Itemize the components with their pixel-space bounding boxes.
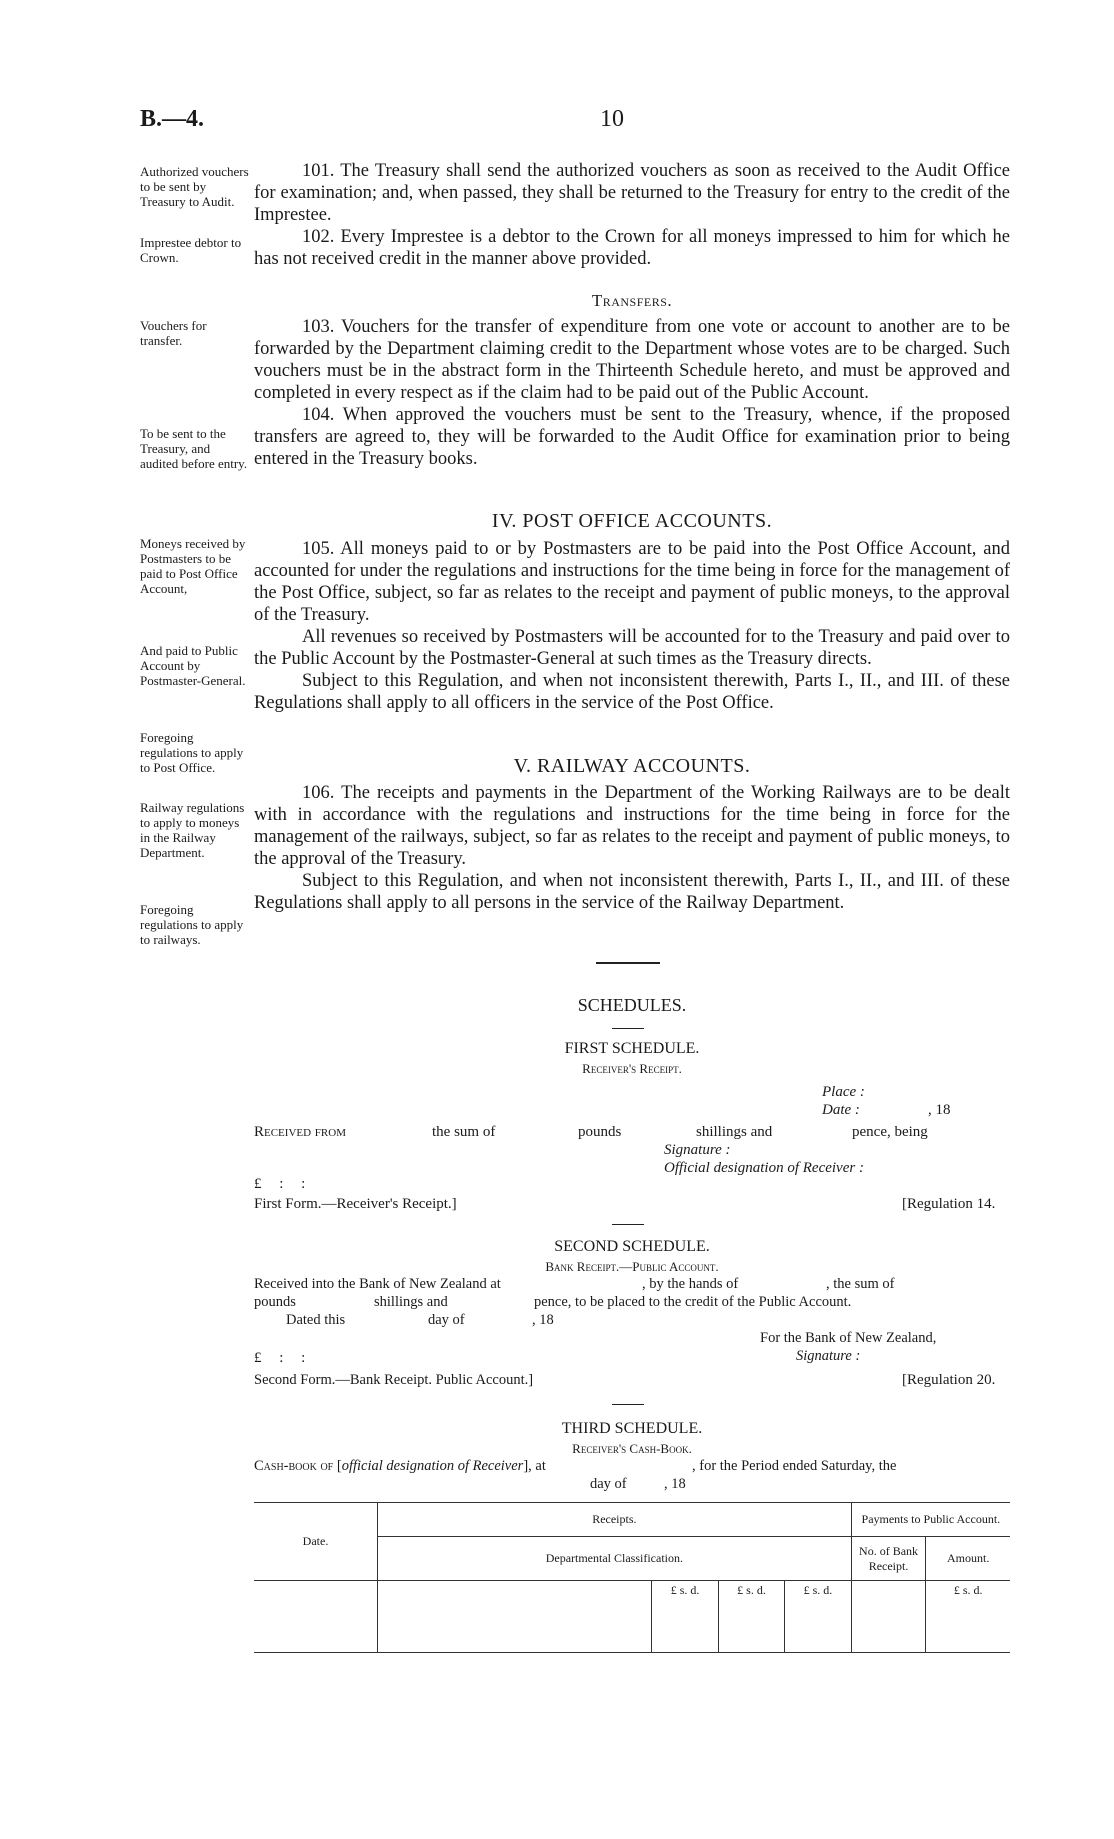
payments-header: Payments to Public Account. xyxy=(851,1503,1010,1537)
pence-label: pence, being xyxy=(852,1124,928,1140)
divider-rule xyxy=(612,1224,644,1225)
receipts-header: Receipts. xyxy=(378,1503,852,1537)
date-label: Date : xyxy=(822,1102,860,1118)
divider-rule xyxy=(612,1028,644,1029)
main-text-block-1 xyxy=(254,160,1010,270)
paragraph-105c: Subject to this Regulation, and when not inconsistent therewith, Parts I., II., and III. of these Regulations shall apply to all officers in the service of the Post Office. xyxy=(254,671,1010,713)
received-from-label: Received from xyxy=(254,1124,346,1140)
period-label: , for the Period ended Saturday, the xyxy=(692,1458,897,1474)
schedules-title: SCHEDULES. xyxy=(577,995,687,1015)
post-office-heading: IV. POST OFFICE ACCOUNTS. xyxy=(491,510,773,532)
shillings-label-2: shillings and xyxy=(374,1294,448,1310)
year-label-3: , 18 xyxy=(664,1476,686,1492)
margin-note: Foregoing regulations to apply to Post Office. xyxy=(140,730,244,775)
margin-note: Vouchers for transfer. xyxy=(140,318,207,348)
cash-book-label: Cash-book of [ xyxy=(254,1458,342,1474)
day-of-label-3: day of xyxy=(590,1476,627,1492)
money-amount: £ : : xyxy=(254,1176,306,1192)
money-amount-2: £ : : xyxy=(254,1350,306,1366)
amount-lsd-cell: £ s. d. xyxy=(926,1581,1010,1653)
paragraph-105b: All revenues so received by Postmasters will be accounted for to the Treasury and paid over to the Public Account by the Postmaster-General at such times as the Treasury directs. xyxy=(254,627,1010,669)
page-number: 10 xyxy=(600,106,624,132)
bank-no-cell xyxy=(851,1581,926,1653)
third-schedule-subtitle: Receiver's Cash-Book. xyxy=(572,1441,692,1456)
margin-note: Moneys received by Postmasters to be paid to Post Office Account, xyxy=(140,536,246,596)
lsd-cell: £ s. d. xyxy=(652,1581,718,1653)
regulation-14: [Regulation 14. xyxy=(902,1196,996,1212)
classification-cell xyxy=(378,1581,652,1653)
second-schedule-subtitle: Bank Receipt.—Public Account. xyxy=(545,1259,719,1274)
sum-of-label-2: , the sum of xyxy=(826,1276,895,1292)
paragraph-103: 103. Vouchers for the transfer of expenditure from one vote or account to another are to be forwarded by the Department claiming credit to the Department whose votes are to be charged. Such vouchers must be in the abstract form in the Thirteenth Schedule hereto, and must be approved and completed in every respect as if the claim had to be paid out of the Public Account. xyxy=(254,317,1010,403)
main-text-block-2 xyxy=(254,316,1010,470)
official-designation-text: official designation of Receiver xyxy=(341,1458,524,1474)
place-label: Place : xyxy=(822,1084,865,1100)
third-schedule-title: THIRD SCHEDULE. xyxy=(561,1420,703,1437)
bank-signature-label: Signature : xyxy=(796,1348,861,1364)
paragraph-106: 106. The receipts and payments in the Department of the Working Railways are to be dealt with in accordance with the regulations and instructions for the time being in force for the management of the railways, subject, so far as relates to the receipt and payment of public moneys, to the approval of the Treasury. xyxy=(254,783,1010,869)
railway-heading: V. RAILWAY ACCOUNTS. xyxy=(513,755,751,777)
by-hands-of: , by the hands of xyxy=(642,1276,739,1292)
date-header: Date. xyxy=(254,1503,378,1581)
main-text-block-4 xyxy=(254,782,1010,914)
divider-rule xyxy=(596,962,660,964)
margin-note: Imprestee debtor to Crown. xyxy=(140,235,242,265)
series-label: B.—4. xyxy=(140,106,205,132)
margin-note: To be sent to the Treasury, and audited before entry. xyxy=(140,426,248,471)
margin-note: Railway regulations to apply to moneys in the Railway Department. xyxy=(140,800,245,860)
for-bank-label: For the Bank of New Zealand, xyxy=(760,1330,937,1346)
cash-book-table xyxy=(254,1502,1010,1653)
paragraph-102: 102. Every Imprestee is a debtor to the Crown for all moneys impressed to him for which he has not received credit in the manner above provided. xyxy=(254,227,1010,269)
first-schedule-subtitle: Receiver's Receipt. xyxy=(582,1061,682,1076)
first-form-label: First Form.—Receiver's Receipt.] xyxy=(254,1196,457,1212)
transfers-heading: Transfers. xyxy=(591,291,673,310)
paragraph-101: 101. The Treasury shall send the authorized vouchers as soon as received to the Audit Office for examination; and, when passed, they shall be returned to the Treasury for entry to the credit of the Imprestee. xyxy=(254,161,1010,225)
official-designation-label: Official designation of Receiver : xyxy=(664,1160,864,1176)
paragraph-104: 104. When approved the vouchers must be sent to the Treasury, whence, if the proposed transfers are agreed to, they will be forwarded to the Audit Office for examination prior to being entered in the Treasury books. xyxy=(254,405,1010,469)
signature-label: Signature : xyxy=(664,1142,731,1158)
year-label: , 18 xyxy=(532,1312,554,1328)
date-year: , 18 xyxy=(928,1102,951,1118)
bank-receipt-no-header: No. of Bank Receipt. xyxy=(851,1537,926,1581)
day-of-label: day of xyxy=(428,1312,465,1328)
paragraph-106b: Subject to this Regulation, and when not inconsistent therewith, Parts I., II., and III. of these Regulations shall apply to all persons in the service of the Railway Department. xyxy=(254,871,1010,913)
shillings-label: shillings and xyxy=(696,1124,773,1140)
pounds-label-2: pounds xyxy=(254,1294,296,1310)
pence-credit-label: pence, to be placed to the credit of the Public Account. xyxy=(534,1294,852,1310)
margin-note: And paid to Public Account by Postmaster-General. xyxy=(140,643,246,688)
cash-book-line xyxy=(254,1458,546,1475)
second-schedule-title: SECOND SCHEDULE. xyxy=(554,1238,710,1255)
pounds-label: pounds xyxy=(578,1124,622,1140)
at-label: ], at xyxy=(523,1458,546,1474)
lsd-cell: £ s. d. xyxy=(718,1581,784,1653)
regulation-20: [Regulation 20. xyxy=(902,1372,996,1388)
first-schedule-title: FIRST SCHEDULE. xyxy=(564,1040,700,1057)
received-into-bank: Received into the Bank of New Zealand at xyxy=(254,1276,501,1292)
dated-this-label: Dated this xyxy=(286,1312,346,1328)
amount-header: Amount. xyxy=(926,1537,1010,1581)
divider-rule xyxy=(612,1404,644,1405)
margin-note: Authorized vouchers to be sent by Treasury to Audit. xyxy=(140,164,249,209)
margin-note: Foregoing regulations to apply to railways. xyxy=(140,902,244,947)
lsd-cell: £ s. d. xyxy=(785,1581,851,1653)
sum-of-label: the sum of xyxy=(432,1124,496,1140)
date-cell xyxy=(254,1581,378,1653)
paragraph-105: 105. All moneys paid to or by Postmasters are to be paid into the Post Office Account, and accounted for under the regulations and instructions for the time being in force for the management of the Post Office, subject, so far as relates to the receipt and payment of public moneys, to the approval of the Treasury. xyxy=(254,539,1010,625)
second-form-label: Second Form.—Bank Receipt. Public Account.] xyxy=(254,1372,534,1388)
main-text-block-3 xyxy=(254,538,1010,714)
dept-classification-header: Departmental Classification. xyxy=(378,1537,852,1581)
